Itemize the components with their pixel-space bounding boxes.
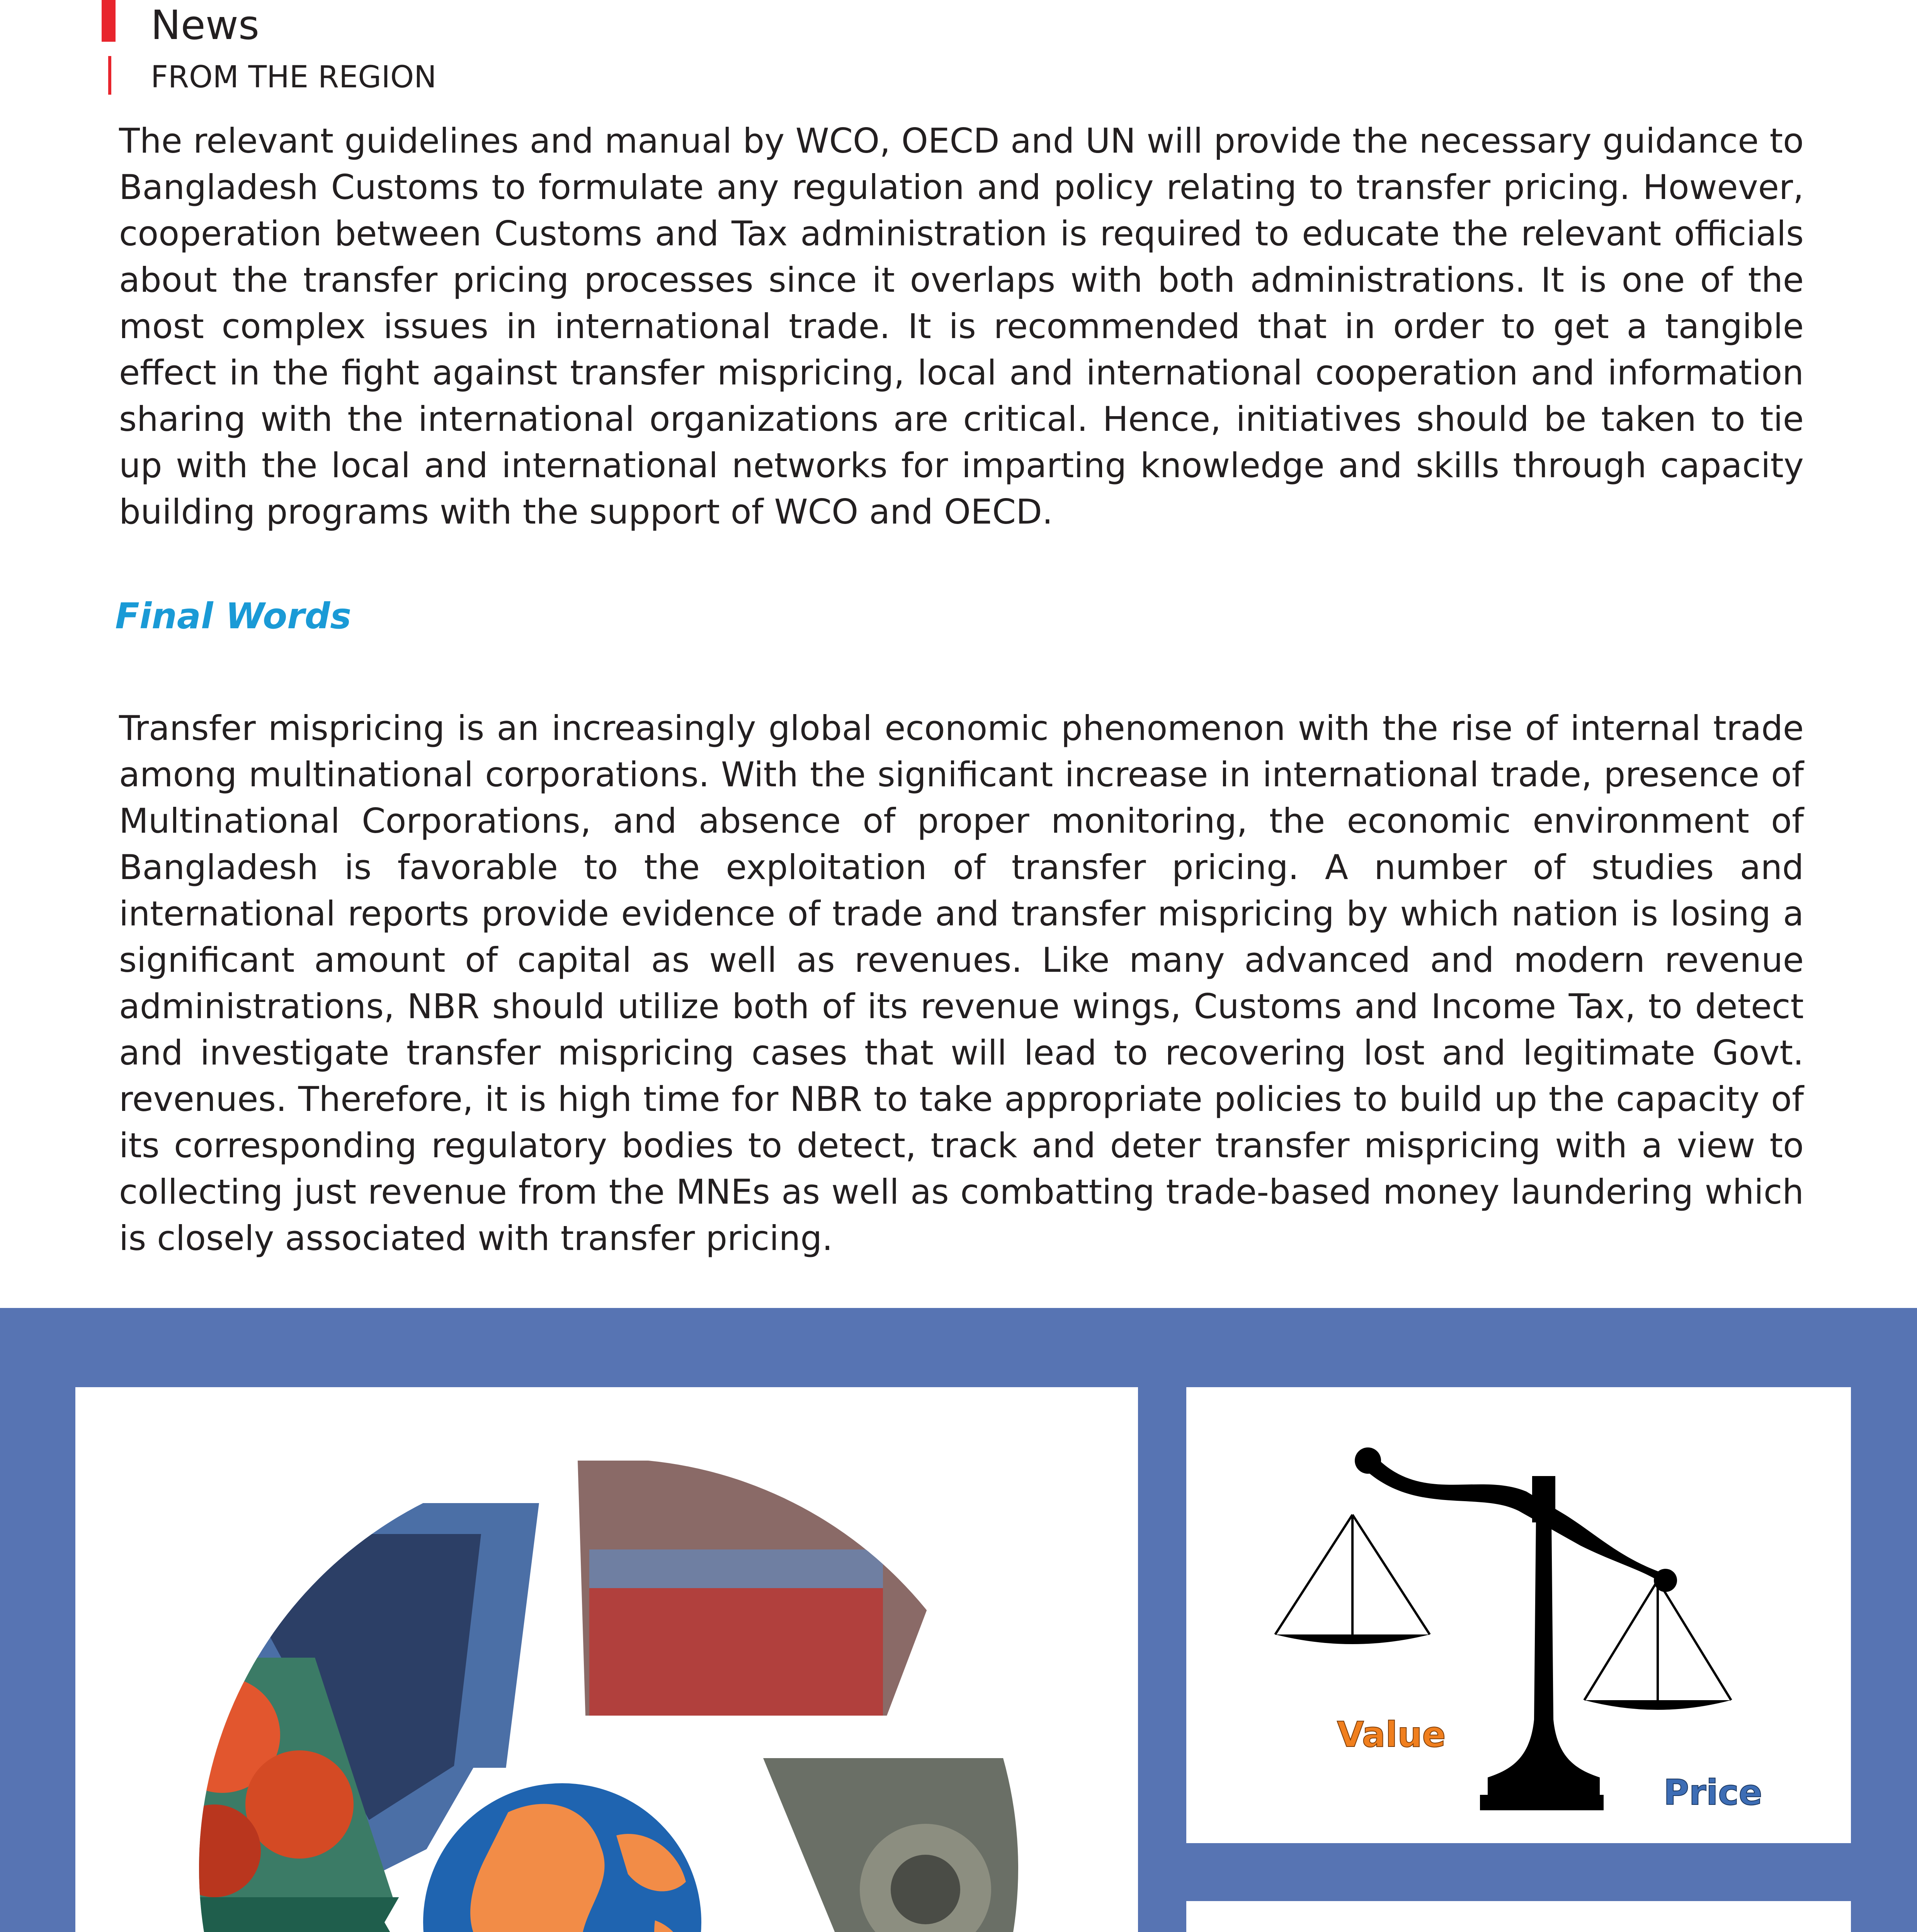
heading-final-words: Final Words bbox=[115, 595, 352, 637]
scale-value-over-price-image bbox=[1186, 1387, 1851, 1843]
body-paragraph-guidelines: The relevant guidelines and manual by WCO, OECD and UN will provide the necessary guidance to Bangladesh Customs to formulate any regulation and policy relating to transfer pricing. However, cooperation between Customs and Tax administration is required to educate the relevant officials about the transfer pricing processes since it overlaps with both administrations. It is one of the most complex issues in international trade. It is recommended that in order to get a tangible effect in the fight against transfer mispricing, local and international cooperation and information sharing with the international organizations are critical. Hence, initiatives should be taken to tie up with the local and international networks for imparting knowledge and skills through capacity building programs with the support of WCO and OECD. bbox=[119, 121, 1804, 532]
scale-top-price-label: Price bbox=[1664, 1772, 1762, 1813]
section-subtitle: FROM THE REGION bbox=[151, 60, 437, 95]
scale-top-value-label: Value bbox=[1337, 1714, 1446, 1755]
header-accent-bar bbox=[102, 0, 116, 42]
body-paragraph-final-words: Transfer mispricing is an increasingly global economic phenomenon with the rise of internal trade among multinational corporations. With the significant increase in international trade, presence of Multinational Corporations, and absence of proper monitoring, the economic environment of Bangladesh is favorable to the exploitation of transfer pricing. A number of studies and international reports provide evidence of trade and transfer mispricing by which nation is losing a significant amount of capital as well as revenues. Like many advanced and modern revenue administrations, NBR should utilize both of its revenue wings, Customs and Income Tax, to detect and investigate transfer mispricing cases that will lead to recovering lost and legitimate Govt. revenues. Therefore, it is high time for NBR to take appropriate policies to build up the capacity of its corresponding regulatory bodies to detect, track and deter transfer mispricing with a view to collecting just revenue from the MNEs as well as combatting trade-based money laundering which is closely associated with transfer pricing. bbox=[119, 708, 1804, 1258]
scale-price-over-value-image bbox=[1186, 1901, 1851, 1932]
section-title: News bbox=[151, 2, 260, 49]
header-accent-line bbox=[108, 56, 111, 95]
trade-collage-image bbox=[75, 1387, 1138, 1932]
